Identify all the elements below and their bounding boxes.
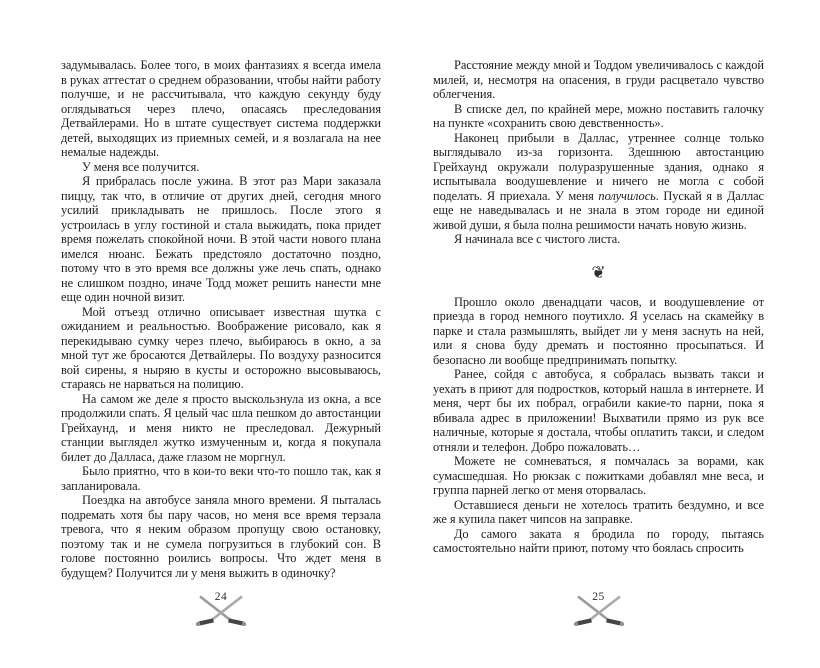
paragraph: Можете не сомневаться, я помчалась за ворами, как сумасшедшая. Но рюкзак с пожитками добавлял мне веса, и группа парней легко от меня оторвалась. [433, 454, 764, 497]
page-number: 25 [592, 591, 605, 603]
paragraph: Было приятно, что в кои-то веки что-то пошло так, как я запланировала. [61, 464, 381, 493]
italic-word: получилось [598, 188, 656, 203]
paragraph: задумывалась. Более того, в моих фантазиях я всегда имела в руках аттестат о среднем образовании, чтобы найти работу получше, и не рассчитывала, что каждую секунду буду оглядываться через плечо, опасаясь преследования Детвайлерами. Но в штате существует система поддержки детей, выходящих из приемных семей, и я возлагала на нее немалые надежды. [61, 58, 381, 159]
paragraph: Я прибралась после ужина. В этот раз Мари заказала пиццу, так что, в отличие от других дней, сегодня много усилий прикладывать не пришлось. После этого я устроилась в углу гостиной и стала выжидать, пока придет время пожелать спокойной ночи. В этой части нового плана имелся нюанс. Бежать предстояло достаточно поздно, потому что в это время все должны уже лечь спать, однако не слишком поздно, иначе Тодд может решить нанести мне еще один ночной визит. [61, 174, 381, 304]
right-page-text [433, 58, 764, 556]
fleuron-icon: ❦ [591, 262, 606, 282]
paragraph: Мой отъезд отлично описывает известная шутка с ожиданием и реальностью. Воображение рисовало, как я перекидываю сумку через плечо, выбираюсь в окно, а за мной тут же бросаются Детвайлеры. По воздуху разносится вой сирены, я ныряю в кусты и осторожно высовываюсь, стараясь не нарваться на полицию. [61, 304, 381, 391]
paragraph: Расстояние между мной и Тоддом увеличивалось с каждой милей, и, несмотря на опасения, в груди расцветало чувство облегчения. [433, 58, 764, 101]
left-page-text [61, 58, 381, 580]
paragraph [433, 131, 764, 233]
paragraph: Ранее, сойдя с автобуса, я собралась вызвать такси и уехать в приют для подростков, который нашла в интернете. И меня, черт бы их побрал, ограбили какие-то парни, пока я вбивала адрес в приложении! Выхватили прямо из рук все наличные, которые я достала, чтобы оплатить такси, и следом отняли и телефон. Добро пожаловать… [433, 367, 764, 454]
hockey-sticks-icon [567, 591, 631, 635]
left-page-footer [61, 591, 381, 637]
paragraph: Оставшиеся деньги не хотелось тратить бездумно, и все же я купила пакет чипсов на заправке. [433, 497, 764, 526]
right-page-footer [433, 591, 764, 637]
paragraph: Я начинала все с чистого листа. [454, 232, 621, 246]
paragraph: В списке дел, по крайней мере, можно поставить галочку на пункте «сохранить свою девственность». [433, 101, 764, 130]
hockey-sticks-icon [189, 591, 253, 635]
paragraph-text: . Пускай я в Даллас еще не наведывалась и не знала в этом городе ни единой живой души, я была полна решимости начать новую жизнь. [433, 188, 764, 232]
paragraph: Прошло около двенадцати часов, и воодушевление от приезда в город немного поутихло. Я уселась на скамейку в парке и стала размышлять, выйдет ли у меня заснуть на ней, или я снова буду дремать и постоянно просыпаться. И безопасно ли вообще предпринимать попытку. [433, 294, 764, 367]
paragraph: У меня все получится. [82, 159, 200, 174]
page-number: 24 [214, 591, 228, 603]
paragraph-text: Наконец прибыли в Даллас, утреннее солнце только выглядывало из-за горизонта. Здешнюю автостанцию Грейхаунд окружали полуразрушенные здания, однако я испытывала воодушевление и ничего не могла с собой поделать. Я приехала. У меня [433, 130, 764, 203]
paragraph: Поездка на автобусе заняла много времени. Я пыталась подремать хотя бы пару часов, но меня все время терзала тревога, что я неким образом пропущу свою остановку, поэтому так и не сумела погрузиться в глубокий сон. В голове постоянно роились вопросы. Что ждет меня в будущем? Получится ли у меня выжить в одиночку? [61, 493, 381, 580]
paragraph: На самом же деле я просто выскользнула из окна, а все продолжили спать. Я целый час шла пешком до автостанции Грейхаунд, и меня никто не преследовал. Дежурный станции выглядел жутко измученным и, когда я покупала билет до Далласа, даже глазом не моргнул. [61, 391, 381, 464]
paragraph: До самого заката я бродила по городу, пытаясь самостоятельно найти приют, потому что боялась спросить [433, 526, 764, 555]
